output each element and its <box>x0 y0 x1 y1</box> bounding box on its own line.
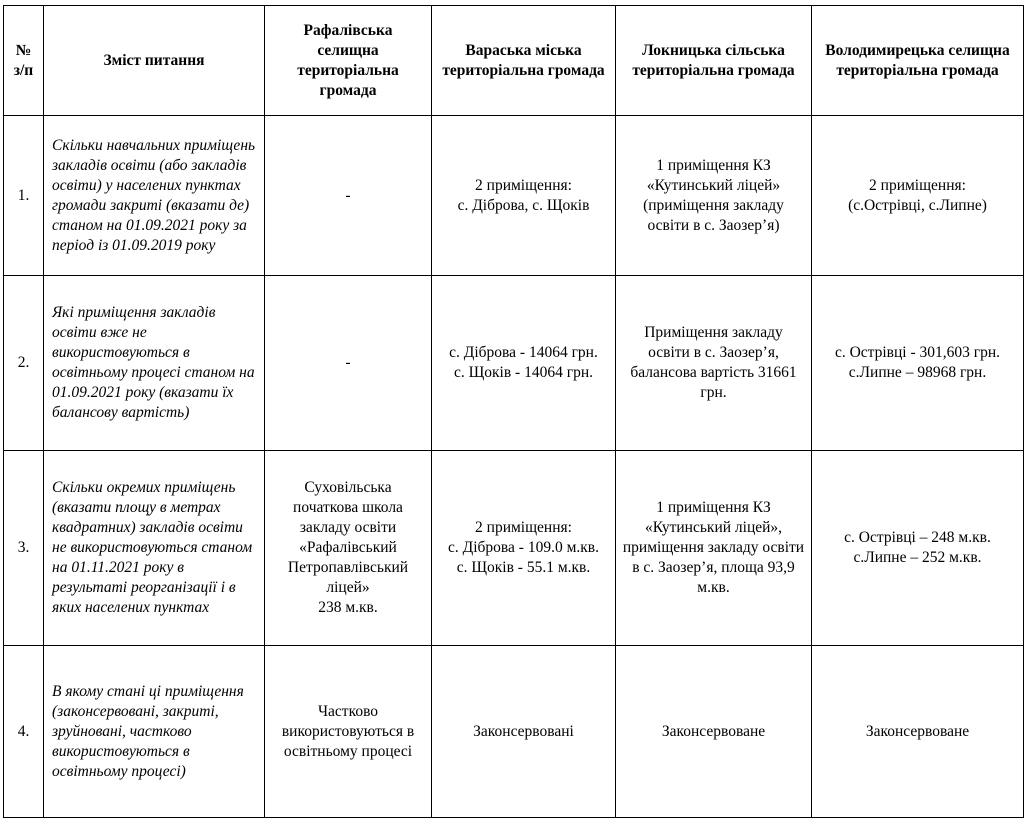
cell-line: (с.Острівці, с.Липне) <box>848 196 987 214</box>
cell-line: 238 м.кв. <box>318 599 378 616</box>
cell-rafalivska <box>265 451 432 646</box>
cell-line: Законсервовані <box>473 722 574 740</box>
cell-rafalivska <box>265 276 432 451</box>
cell-line: 2 приміщення: <box>869 176 966 194</box>
cell-loknytska <box>616 646 812 818</box>
header-volodymyretska: Володимирецька селищна територіальна громада <box>812 6 1024 116</box>
cell-line: Законсервоване <box>661 722 766 740</box>
cell-line: Приміщення закладу освіти в с. Заозер’я, балансова вартість 31661 грн. <box>630 324 797 401</box>
cell-rafalivska <box>265 646 432 818</box>
cell-line: с. Діброва - 14064 грн. <box>449 344 598 361</box>
table-row <box>4 116 1024 276</box>
cell-line: с.Липне – 252 м.кв. <box>853 549 982 566</box>
cell-volodymyretska <box>812 646 1024 818</box>
header-question: Зміст питання <box>44 6 265 116</box>
cell-line: с. Щоків - 55.1 м.кв. <box>456 559 591 576</box>
cell-varaska <box>432 646 616 818</box>
cell-line: 1 приміщення КЗ «Кутинський ліцей» (приміщення закладу освіти в с. Заозер’я) <box>643 156 784 234</box>
cell-line: 2 приміщення: <box>475 176 572 194</box>
cell-line: Законсервоване <box>865 722 970 740</box>
cell-line: 2 приміщення: <box>475 519 572 536</box>
header-rafalivska: Рафалівська селищна територіальна громада <box>265 6 432 116</box>
row-question: В якому стані ці приміщення (законсервовані, закриті, зруйновані, частково використовуються в освітньому процесі) <box>44 646 265 818</box>
cell-varaska <box>432 451 616 646</box>
cell-line: - <box>345 186 351 204</box>
cell-volodymyretska <box>812 116 1024 276</box>
header-loknytska: Локницька сільська територіальна громада <box>616 6 812 116</box>
cell-line: Суховільська початкова школа закладу освіти «Рафалівський Петропавлівський ліцей» <box>287 479 409 596</box>
cell-line: с. Острівці – 248 м.кв. <box>844 529 991 546</box>
header-number: № з/п <box>4 6 44 116</box>
table-row <box>4 646 1024 818</box>
cell-line: с. Острівці - 301,603 грн. <box>834 344 1001 361</box>
cell-volodymyretska <box>812 451 1024 646</box>
cell-line: с. Щоків - 14064 грн. <box>454 364 593 381</box>
cell-line: - <box>345 354 351 371</box>
cell-varaska <box>432 276 616 451</box>
cell-varaska <box>432 116 616 276</box>
header-varaska: Вараська міська територіальна громада <box>432 6 616 116</box>
row-number: 2. <box>4 276 44 451</box>
education-premises-table <box>3 5 1024 818</box>
row-number: 4. <box>4 646 44 818</box>
cell-line: 1 приміщення КЗ «Кутинський ліцей», приміщення закладу освіти в с. Заозер’я, площа 93,9 м.кв. <box>622 499 805 596</box>
row-question: Які приміщення закладів освіти вже не використовуються в освітньому процесі станом на 01.09.2021 року (вказати їх балансову вартість) <box>44 276 265 451</box>
cell-line: Частково використовуються в освітньому процесі <box>281 702 415 760</box>
row-question: Скільки окремих приміщень (вказати площу в метрах квадратних) закладів освіти не використовуються станом на 01.11.2021 року в результаті реорганізації і в яких населених пунктах <box>44 451 265 646</box>
table-row <box>4 276 1024 451</box>
row-number: 1. <box>4 116 44 276</box>
table-row <box>4 451 1024 646</box>
cell-loknytska <box>616 451 812 646</box>
row-question: Скільки навчальних приміщень закладів освіти (або закладів освіти) у населених пунктах громади закриті (вказати де) станом на 01.09.2021 року за період із 01.09.2019 року <box>44 116 265 276</box>
cell-volodymyretska <box>812 276 1024 451</box>
header-row <box>4 6 1024 116</box>
cell-loknytska <box>616 116 812 276</box>
cell-rafalivska <box>265 116 432 276</box>
cell-line: с. Діброва - 109.0 м.кв. <box>448 539 599 556</box>
cell-line: с. Діброва, с. Щоків <box>457 196 590 214</box>
cell-line: с.Липне – 98968 грн. <box>848 364 987 381</box>
cell-loknytska <box>616 276 812 451</box>
row-number: 3. <box>4 451 44 646</box>
